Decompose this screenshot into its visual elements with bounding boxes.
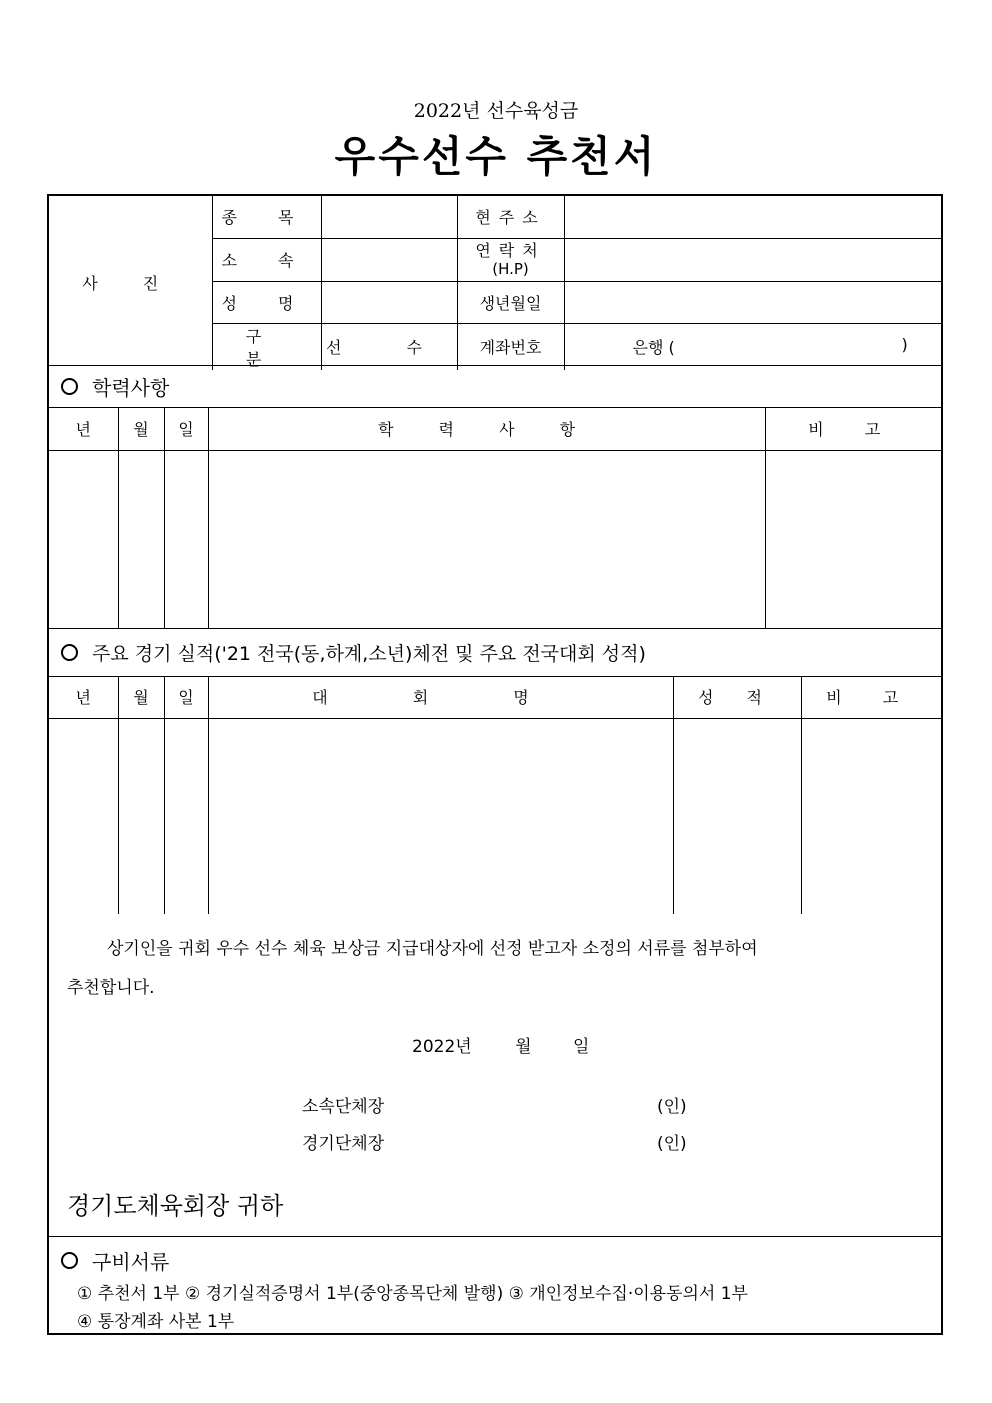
division-label: 구 분 <box>212 323 321 370</box>
signer1-label: 소속단체장 <box>302 1097 385 1117</box>
birth-label: 생년월일 <box>457 281 564 323</box>
account-field[interactable]: 은행 ( ) <box>564 323 941 370</box>
affiliation-field[interactable] <box>321 238 457 281</box>
res-note-cell[interactable] <box>801 718 941 914</box>
circle-icon <box>61 1252 78 1269</box>
photo-box[interactable]: 사 진 <box>49 196 212 370</box>
education-heading: 학력사항 <box>49 365 941 408</box>
affiliation-label: 소 속 <box>212 238 321 281</box>
res-score-cell[interactable] <box>673 718 801 914</box>
info-table <box>49 196 941 370</box>
form-frame <box>47 194 943 1335</box>
res-year-cell[interactable] <box>49 718 118 914</box>
res-day-cell[interactable] <box>164 718 208 914</box>
res-col-score: 성 적 <box>673 676 801 718</box>
edu-day-cell[interactable] <box>164 450 208 628</box>
education-table <box>49 407 941 628</box>
res-competition-cell[interactable] <box>208 718 673 914</box>
edu-col-note: 비 고 <box>765 407 941 450</box>
address-label: 현주소 <box>457 196 564 238</box>
edu-col-history: 학 력 사 항 <box>208 407 765 450</box>
edu-history-cell[interactable] <box>208 450 765 628</box>
document-subtitle: 2022년 선수육성금 <box>413 100 579 122</box>
documents-line1: ① 추천서 1부 ② 경기실적증명서 1부(중앙종목단체 발행) ③ 개인정보수집·이용동의서 1부 <box>77 1284 748 1304</box>
res-col-competition: 대 회 명 <box>208 676 673 718</box>
documents-divider <box>49 1236 941 1237</box>
res-col-day: 일 <box>164 676 208 718</box>
signer2-seal: (인) <box>657 1134 687 1154</box>
res-col-year: 년 <box>49 676 118 718</box>
signer1-seal: (인) <box>657 1097 687 1117</box>
statement-line2: 추천합니다. <box>67 978 155 998</box>
edu-col-month: 월 <box>118 407 164 450</box>
sport-label: 종 목 <box>212 196 321 238</box>
results-heading: 주요 경기 실적('21 전국(동,하계,소년)체전 및 주요 전국대회 성적) <box>49 628 941 677</box>
name-field[interactable] <box>321 281 457 323</box>
edu-year-cell[interactable] <box>49 450 118 628</box>
statement-line1: 상기인을 귀회 우수 선수 체육 보상금 지급대상자에 선정 받고자 소정의 서류를 첨부하여 <box>107 939 758 959</box>
edu-month-cell[interactable] <box>118 450 164 628</box>
edu-col-year: 년 <box>49 407 118 450</box>
contact-field[interactable] <box>564 238 941 281</box>
edu-note-cell[interactable] <box>765 450 941 628</box>
recipient: 경기도체육회장 귀하 <box>67 1192 284 1220</box>
sport-field[interactable] <box>321 196 457 238</box>
circle-icon <box>61 378 78 395</box>
res-month-cell[interactable] <box>118 718 164 914</box>
address-field[interactable] <box>564 196 941 238</box>
division-value: 선 수 <box>321 323 457 370</box>
edu-col-day: 일 <box>164 407 208 450</box>
results-table <box>49 676 941 914</box>
document-title: 우수선수 추천서 <box>334 132 658 181</box>
name-label: 성 명 <box>212 281 321 323</box>
contact-label: 연락처 (H.P) <box>457 238 564 281</box>
documents-heading: 구비서류 <box>61 1246 169 1275</box>
documents-line2: ④ 통장계좌 사본 1부 <box>77 1312 235 1332</box>
res-col-month: 월 <box>118 676 164 718</box>
res-col-note: 비 고 <box>801 676 941 718</box>
account-label: 계좌번호 <box>457 323 564 370</box>
birth-field[interactable] <box>564 281 941 323</box>
date-line: 2022년 월 일 <box>412 1037 590 1057</box>
circle-icon <box>61 644 78 661</box>
signer2-label: 경기단체장 <box>302 1134 385 1154</box>
